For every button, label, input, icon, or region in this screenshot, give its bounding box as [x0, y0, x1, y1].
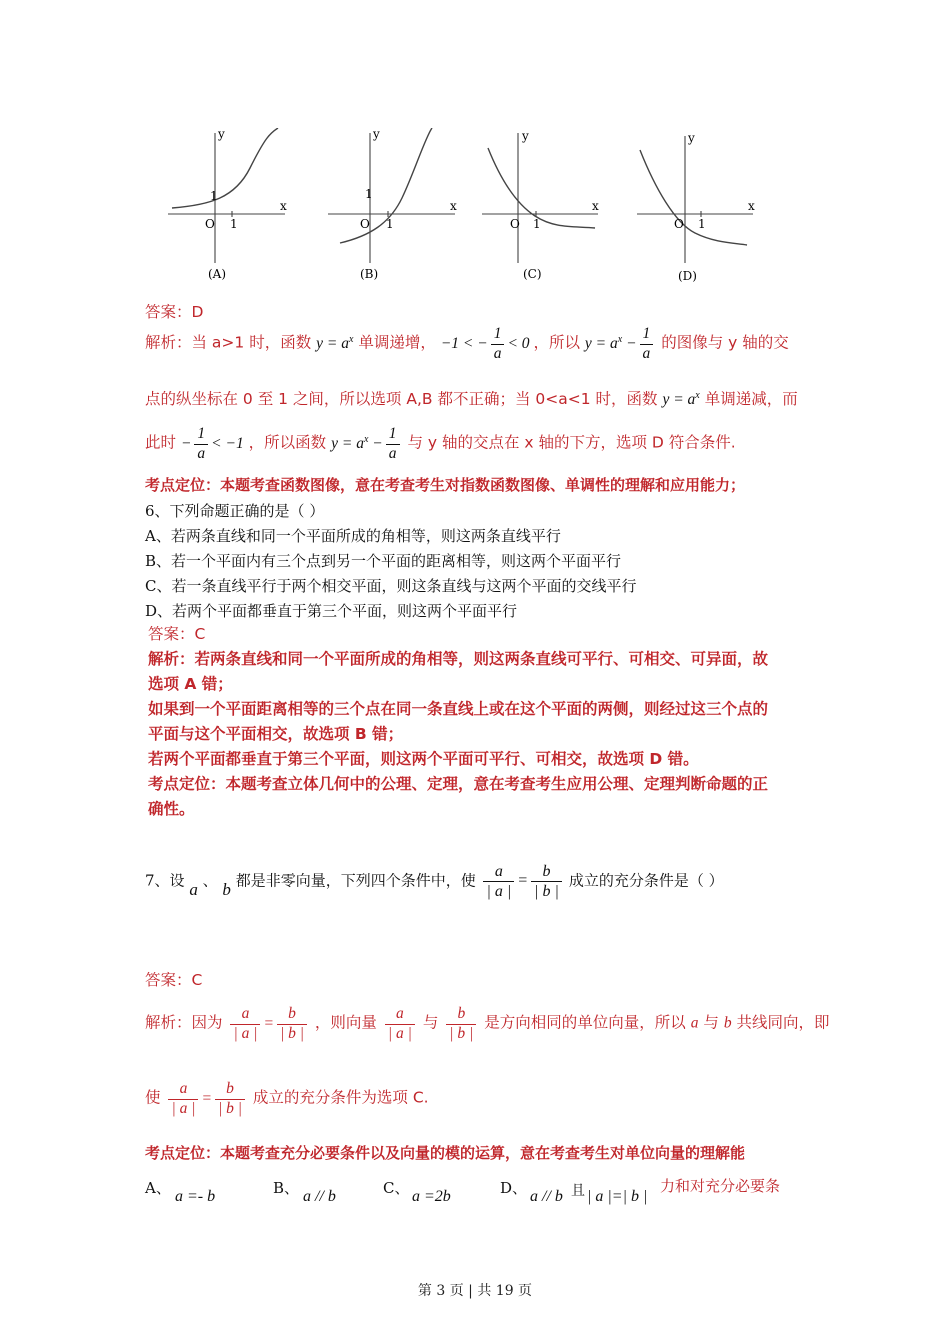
q5-analysis-line1 [145, 325, 789, 363]
q7-var-a: a [189, 880, 198, 900]
q5-a2-text-b: 单调递减，而 [704, 390, 798, 408]
graph-a-origin: O [205, 217, 215, 231]
q7-stem-c: 成立的充分条件是（ ） [568, 871, 724, 890]
q6-option-d: D、若两个平面都垂直于第三个平面，则这两个平面平行 [145, 602, 518, 620]
graph-a-tick: 1 [230, 217, 238, 231]
graph-d-y-label: y [688, 131, 695, 145]
q5-a2-text-a: 点的纵坐标在 0 至 1 之间，所以选项 A,B 都不正确；当 0<a<1 时，函数 [145, 390, 658, 408]
graph-b-ytick: 1 [365, 187, 373, 201]
graph-b-x-label: x [450, 199, 457, 213]
q5-a1-expr-y: $y = a^x$ [316, 333, 354, 352]
graph-b-y-label: y [373, 128, 380, 141]
q5-analysis-line3 [145, 425, 736, 463]
q7-a1-text-b: ，则向量 [314, 1013, 377, 1032]
q7-a1-eq: $\frac{a}{| a |}$ = $\frac{b}{| b |}$ [227, 1015, 310, 1032]
q7-option-a-expr: a =- b [175, 1188, 216, 1205]
page-footer: 第 3 页 | 共 19 页 [417, 1283, 533, 1299]
q5-a1-text-a: 解析：当 a>1 时，函数 [145, 333, 312, 352]
q6-stem: 6、下列命题正确的是（ ） [145, 502, 325, 520]
q5-a3-expr: $y = a^x$ − $\frac{1}{a}$ [331, 435, 402, 452]
q6-point-2: 确性。 [148, 800, 195, 818]
q5-a1-text-d: 的图像与 y 轴的交 [661, 333, 789, 352]
q7-condition: $\frac{a}{| a |}$ = $\frac{b}{| b |}$ [480, 872, 568, 889]
q7-option-c-expr: a =2b [412, 1188, 451, 1205]
graph-c-x-label: x [592, 199, 599, 213]
graph-c-y-label: y [522, 129, 529, 143]
q7-a1-text-f: 共线同向，即 [736, 1013, 830, 1032]
q7-option-d-expr2: | a |=| b | [587, 1188, 648, 1205]
q7-a2-text-a: 使 [145, 1088, 161, 1107]
graph-b-origin: O [360, 217, 370, 231]
q5-a3-text-a: 此时 [145, 433, 177, 452]
q7-option-b-expr: a // b [303, 1188, 336, 1205]
graph-b-tick: 1 [386, 217, 394, 231]
graph-c-tick: 1 [533, 217, 541, 231]
q7-var-b: b [222, 880, 231, 900]
q7-option-d-and: 且 [571, 1183, 585, 1199]
graph-d-tick: 1 [698, 217, 706, 231]
q6-answer: 答案：C [148, 625, 206, 643]
q7-a1-text-c: 与 [422, 1013, 439, 1032]
q7-a2-text-b: 成立的充分条件为选项 C. [252, 1088, 429, 1107]
q7-option-a-label: A、 [145, 1179, 171, 1197]
q6-analysis-4: 平面与这个平面相交，故选项 B 错； [148, 725, 404, 743]
q7-a1-text-a: 解析：因为 [145, 1013, 223, 1032]
q6-option-c: C、若一条直线平行于两个相交平面，则这条直线与这两个平面的交线平行 [145, 577, 637, 595]
graph-d-origin: O [674, 217, 684, 231]
graphs-figure [160, 128, 760, 288]
q6-analysis-5: 若两个平面都垂直于第三个平面，则这两个平面可平行、可相交，故选项 D 错。 [148, 750, 699, 768]
q6-analysis-1: 解析：若两条直线和同一个平面所成的角相等，则这两条直线可平行、可相交、可异面，故 [148, 650, 769, 668]
q7-option-d-label: D、 [500, 1179, 528, 1197]
graph-d-label: (D) [678, 269, 697, 283]
graph-a-label: (A) [208, 267, 227, 281]
graph-row [160, 128, 760, 288]
q5-answer: 答案：D [145, 303, 204, 321]
q5-a1-text-c: ，所以 [533, 333, 580, 352]
graph-a-ytick: 1 [210, 189, 218, 203]
q7-point-line2: 力和对充分必要条 [660, 1177, 781, 1195]
q5-a2-expr: $y = a^x$ [662, 389, 700, 408]
q7-a2-eq: $\frac{a}{| a |}$ = $\frac{b}{| b |}$ [165, 1090, 248, 1107]
q7-a1-vec-a: a [690, 1014, 699, 1032]
q6-analysis-2: 选项 A 错； [148, 675, 233, 693]
graph-c-label: (C) [523, 267, 542, 281]
q5-a3-ineq: − $\frac{1}{a}$ < −1 [180, 425, 244, 462]
graph-d-x-label: x [748, 199, 755, 213]
q5-a1-ineq: −1 < − $\frac{1}{a}$ < 0 [440, 325, 530, 362]
q5-analysis-line2 [145, 387, 798, 409]
graph-b-label: (B) [360, 267, 379, 281]
q7-point-line1: 考点定位：本题考查充分必要条件以及向量的模的运算，意在考查考生对单位向量的理解能 [145, 1144, 746, 1162]
graph-c-origin: O [510, 217, 520, 231]
q6-option-b: B、若一个平面内有三个点到另一个平面的距离相等，则这两个平面平行 [145, 552, 622, 570]
graph-a-x-label: x [280, 199, 287, 213]
q7-analysis-line1 [145, 1005, 830, 1043]
graph-d [637, 136, 753, 263]
q7-a1-unit-b: $\frac{b}{| b |}$ [443, 1015, 479, 1032]
q6-option-a: A、若两条直线和同一个平面所成的角相等，则这两条直线平行 [145, 527, 561, 545]
q6-analysis-3: 如果到一个平面距离相等的三个点在同一条直线上或在这个平面的两侧，则经过这三个点的 [148, 700, 769, 718]
graph-a-y-label: y [218, 128, 225, 141]
q7-a1-text-d: 是方向相同的单位向量，所以 [484, 1013, 686, 1032]
q7-a1-unit-a: $\frac{a}{| a |}$ [382, 1015, 418, 1032]
q7-a1-text-e: 与 [703, 1013, 719, 1032]
q5-a1-expr-y2: $y = a^x$ − $\frac{1}{a}$ [585, 335, 656, 352]
graph-a [168, 128, 285, 263]
q7-option-c-label: C、 [383, 1179, 410, 1197]
q6-point-1: 考点定位：本题考查立体几何中的公理、定理，意在考查考生应用公理、定理判断命题的正 [148, 775, 769, 793]
q7-option-b-label: B、 [273, 1179, 300, 1197]
q7-analysis-line2 [145, 1080, 429, 1118]
q5-a3-text-b: ，所以函数 [248, 433, 327, 452]
graph-b [328, 128, 455, 263]
q5-a1-text-b: 单调递增， [358, 333, 436, 352]
q7-answer: 答案：C [145, 971, 203, 989]
q7-stem [145, 862, 724, 901]
graph-c [482, 133, 598, 263]
q5-a3-text-c: 与 y 轴的交点在 x 轴的下方，选项 D 符合条件. [407, 433, 736, 452]
q7-option-d-expr: a // b [530, 1188, 563, 1205]
q7-sep: 、 [202, 871, 218, 890]
q7-stem-a: 7、设 [145, 871, 185, 890]
q7-a1-vec-b: b [723, 1014, 732, 1032]
q5-point: 考点定位：本题考查函数图像，意在考查考生对指数函数图像、单调性的理解和应用能力； [145, 476, 746, 494]
q7-stem-b: 都是非零向量，下列四个条件中，使 [235, 871, 476, 890]
